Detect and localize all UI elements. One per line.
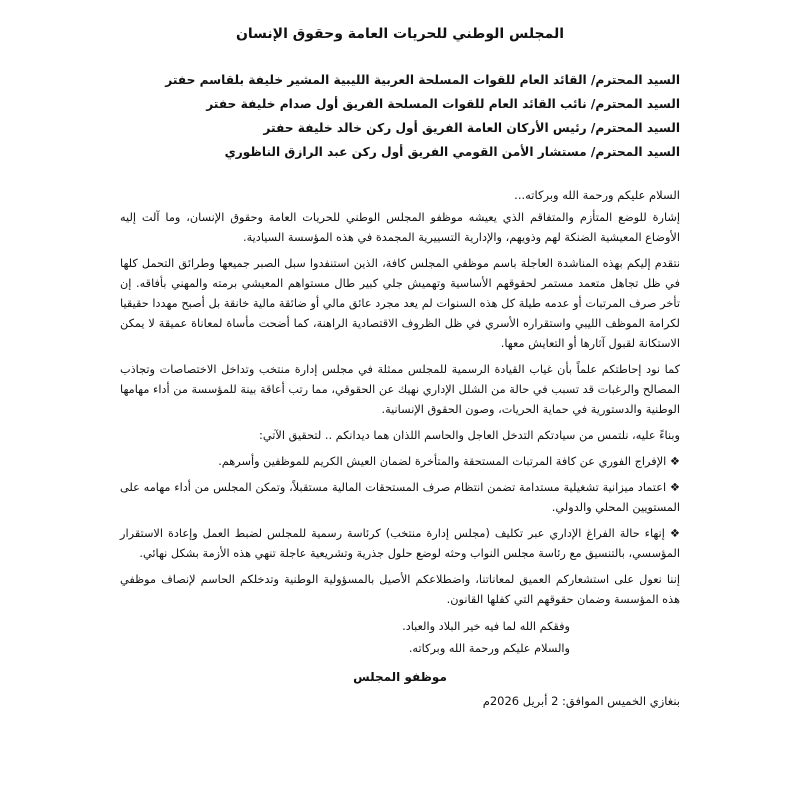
closing-line: وفقكم الله لما فيه خير البلاد والعباد.	[402, 620, 570, 633]
date-line: بنغازي الخميس الموافق: 2 أبريل 2026م	[482, 694, 680, 708]
recipient-line: السيد المحترم/ مستشار الأمن القومي الفريق أول ركن عبد الرازق الناظوري	[224, 145, 680, 159]
signature: موظفو المجلس	[353, 670, 447, 684]
body-paragraph: إننا نعول على استشعاركم العميق لمعاناتنا، واضطلاعكم الأصيل بالمسؤولية الوطنية وتدخلكم الحاسم لإنصاف موظفي هذه المؤسسة وضمان حقوقهم التي كفلها القانون.	[120, 573, 680, 606]
body-paragraph: نتقدم إليكم بهذه المناشدة العاجلة باسم موظفي المجلس كافة، الذين استنفدوا سبل الصبر جميعها وطرائق التحمل كلها في ظل تجاهل متعمد مستمر لحقوقهم الأساسية وتهميش جلي كبير طال مستواهم المعيشي برمته والمهني بأفاقه. إن تأخر صرف المرتبات أو عدمه طيلة كل هذه السنوات لم يعد مجرد عائق مالي أو ضائقة مالية خانقة بل أصبح مهددا حقيقيا لكرامة الموظف الليبي واستقراره الأسري في ظل الظروف الاقتصادية الراهنة، كما أضحت مأساة لمعاناة عميقة لا يمكن الاستكانة لقبول آثارها أو التعايش معها.	[120, 257, 680, 350]
recipient-line: السيد المحترم/ القائد العام للقوات المسلحة العربية الليبية المشير خليفة بلقاسم حفتر	[165, 73, 680, 87]
recipient-line: السيد المحترم/ نائب القائد العام للقوات المسلحة الفريق أول صدام خليفة حفتر	[206, 97, 680, 111]
request-item: ❖ إنهاء حالة الفراغ الإداري عبر تكليف (مجلس إدارة منتخب) كرئاسة رسمية للمجلس لضبط العمل وإعادة الاستقرار المؤسسي، بالتنسيق مع رئاسة مجلس النواب وحثه لوضع حلول جذرية وتشريعية عاجلة تنهي هذه الأزمة بشكل نهائي.	[120, 527, 680, 560]
closing-line: والسلام عليكم ورحمة الله وبركاته.	[408, 642, 570, 655]
body-paragraph: وبناءً عليه، نلتمس من سيادتكم التدخل العاجل والحاسم اللذان هما ديدانكم .. لتحقيق الآتي:	[259, 429, 680, 442]
letter-body	[120, 208, 680, 610]
request-item: ❖ الإفراج الفوري عن كافة المرتبات المستحقة والمتأخرة لضمان العيش الكريم للموظفين وأسرهم.	[218, 455, 680, 468]
greeting: السلام عليكم ورحمة الله وبركاته...	[514, 188, 680, 202]
recipient-line: السيد المحترم/ رئيس الأركان العامة الفريق أول ركن خالد خليفة حفتر	[263, 121, 680, 135]
request-item: ❖ اعتماد ميزانية تشغيلية مستدامة تضمن انتظام صرف المستحقات المالية مستقبلاً، وتمكن المجلس من أداء مهامه على المستويين المحلي والدولي.	[120, 481, 680, 514]
body-paragraph: كما نود إحاطتكم علماً بأن غياب القيادة الرسمية للمجلس ممثلة في مجلس إدارة منتخب وتداخل الاختصاصات وتجاذب المصالح والرغبات قد تسبب في حالة من الشلل الإداري نهيك عن الحقوقي، مما رتب أعاقة بينة للمؤسسة من أداء مهامها الوطنية والدستورية في حماية الحريات، وصون الحقوق الإنسانية.	[120, 363, 680, 416]
closing-block	[120, 616, 680, 660]
recipients-list	[120, 68, 680, 164]
body-paragraph: إشارة للوضع المتأزم والمتفاقم الذي يعيشه موظفو المجلس الوطني للحريات العامة وحقوق الإنسان، وما آلت إليه الأوضاع المعيشية الضنكة لهم وذويهم، والإدارية التسييرية المجمدة في هذه المؤسسة السيادية.	[120, 211, 680, 244]
organization-title: المجلس الوطني للحريات العامة وحقوق الإنسان	[235, 26, 565, 42]
